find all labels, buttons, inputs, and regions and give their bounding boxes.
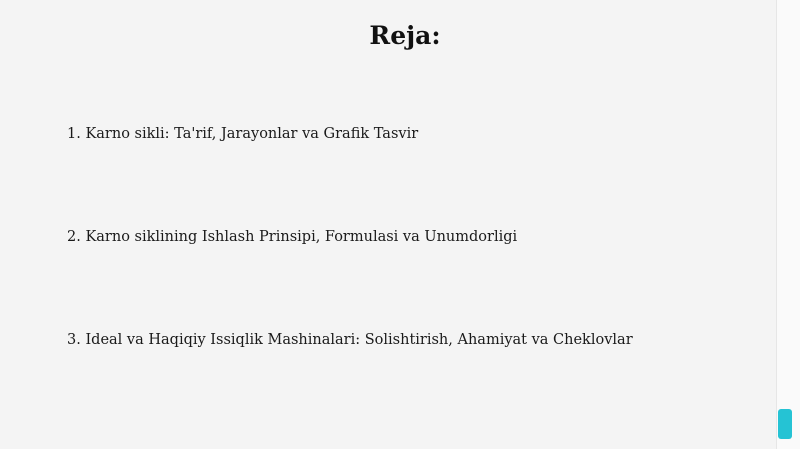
vertical-scrollbar[interactable] <box>776 0 800 449</box>
page-title: Reja: <box>369 21 441 50</box>
scrollbar-thumb[interactable] <box>778 409 792 439</box>
plan-item-2: 2. Karno siklining Ishlash Prinsipi, Formulasi va Unumdorligi <box>67 229 518 245</box>
plan-item-3: 3. Ideal va Haqiqiy Issiqlik Mashinalari: Solishtirish, Ahamiyat va Cheklovlar <box>67 332 633 348</box>
plan-item-1: 1. Karno sikli: Ta'rif, Jarayonlar va Grafik Tasvir <box>67 126 419 142</box>
